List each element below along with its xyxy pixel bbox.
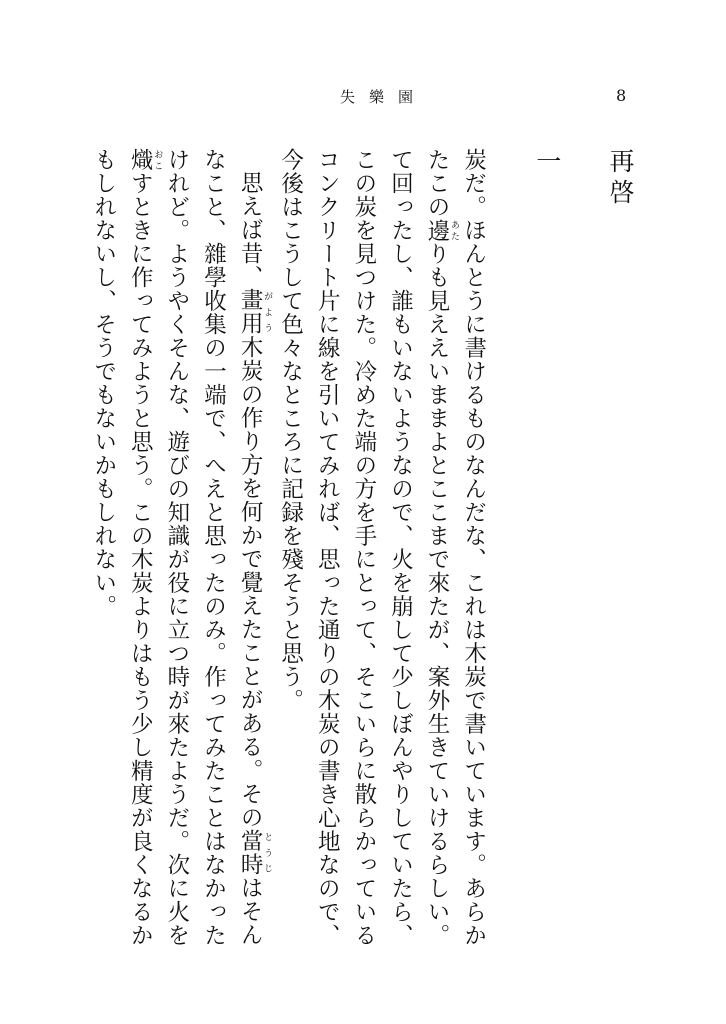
ruby-touji: 當時 とうじ bbox=[237, 828, 273, 876]
page-number: 8 bbox=[616, 86, 627, 105]
paragraph-3-text-c: はそんなこと、雜學收集の一端で、へえと思ったのみ。作ってみたことはなかったけれど。ようやくそんな、遊びの知識が役に立つ時が來たようだ。次に火を bbox=[163, 148, 264, 947]
paragraph-3-text-b: 木炭の作り方を何かで覺えたことがある。その bbox=[237, 335, 264, 829]
paragraph-1-text-a: 炭だ。ほんとうに書けるものなんだな、これは木炭で書いています。あらかたこの bbox=[424, 148, 487, 947]
paragraph-3-text-d: すときに作ってみようと思う。この木炭よりはもう少し精度が良くなるかもしれないし、そうでもないかもしれない。 bbox=[90, 148, 154, 947]
ruby-gayou: 畫用 がよう bbox=[237, 288, 273, 335]
paragraph-3-text-a: 思えば昔、 bbox=[237, 170, 264, 288]
ruby-ata: 邊 あた bbox=[424, 218, 460, 242]
section-number: 一 bbox=[532, 148, 562, 179]
paragraph-3 bbox=[85, 148, 272, 948]
paragraph-1-text-b: りも見ええいままよとここまで來たが、案外生きていけるらしい。 bbox=[424, 242, 451, 947]
running-head-title: 失樂園 bbox=[340, 88, 428, 106]
blank-column bbox=[565, 148, 602, 948]
paragraph-1 bbox=[418, 148, 491, 948]
chapter-title: 再啓 bbox=[606, 148, 635, 210]
vertical-body-text bbox=[90, 148, 638, 948]
ruby-oko: 熾 おこ bbox=[127, 148, 163, 172]
blank-column bbox=[492, 148, 529, 948]
paragraph-2: て回ったし、誰もいないようなので、火を崩して少しぼんやりしていたら、この炭を見つけた。冷めた端の方を手にとって、そこいらに散らかっているコンクリート片に線を引いてみれば、思った通りの木炭の書き心地なので、今後はこうして色々なところに記録を殘そうと思う。 bbox=[277, 148, 414, 947]
